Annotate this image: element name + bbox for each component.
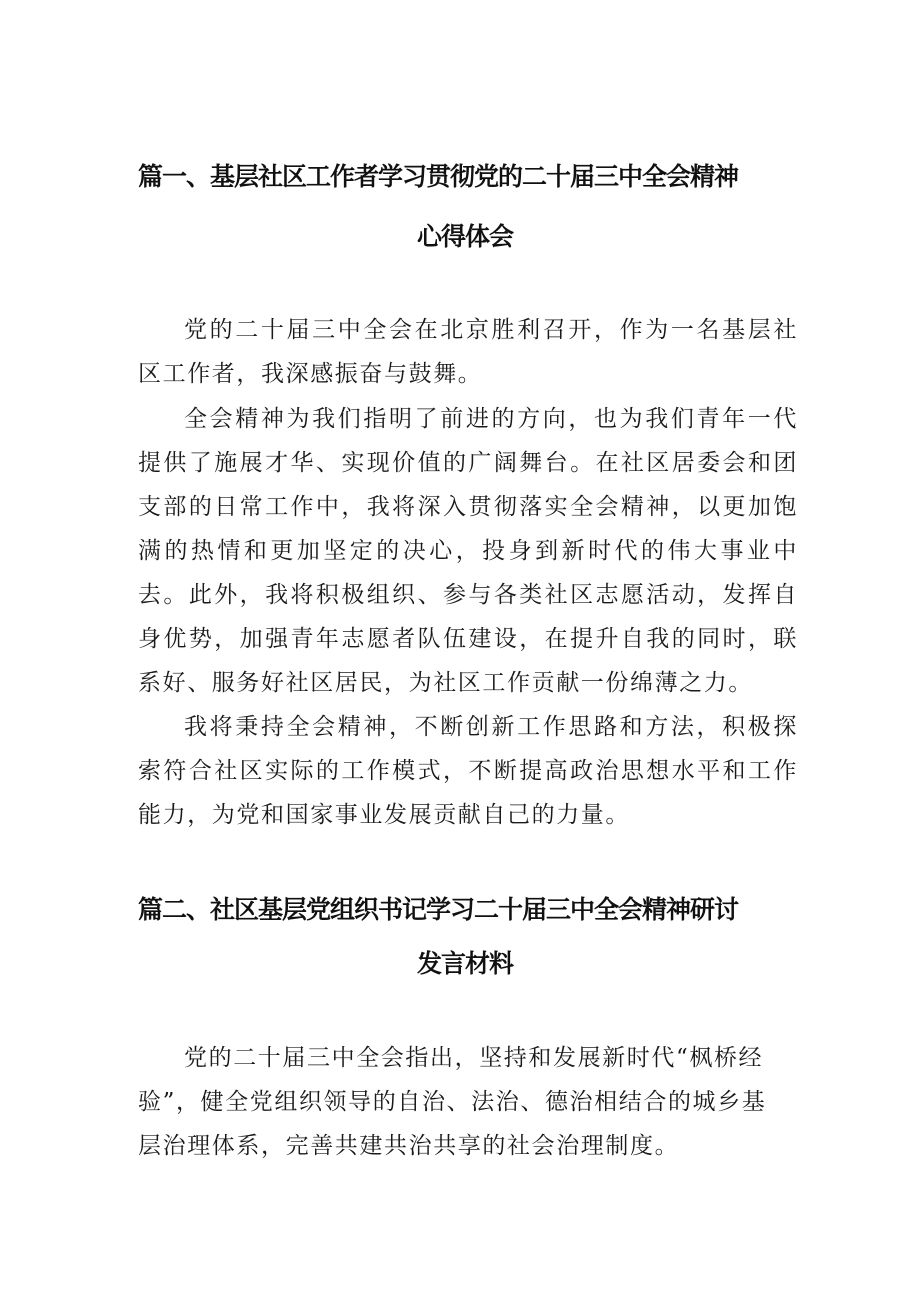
- section2-paragraph-1: 党的二十届三中全会指出，坚持和发展新时代“枫桥经验”，健全党组织领导的自治、法治、德治相结合的城乡基层治理体系，完善共建共治共享的社会治理制度。: [138, 1045, 767, 1159]
- section1-title-line1: 篇一、基层社区工作者学习贯彻党的二十届三中全会精神: [138, 162, 739, 191]
- section2-title-line1: 篇二、社区基层党组织书记学习二十届三中全会精神研讨: [138, 895, 739, 924]
- section1-paragraph-2: 全会精神为我们指明了前进的方向，也为我们青年一代提供了施展才华、实现价值的广阔舞台。在社区居委会和团支部的日常工作中，我将深入贯彻落实全会精神，以更加饱满的热情和更加坚定的决心，投身到新时代的伟大事业中去。此外，我将积极组织、参与各类社区志愿活动，发挥自身优势，加强青年志愿者队伍建设，在提升自我的同时，联系好、服务好社区居民，为社区工作贡献一份绵薄之力。: [138, 406, 798, 696]
- section1-title-line2: 心得体会: [417, 222, 514, 251]
- section1-paragraph-1: 党的二十届三中全会在北京胜利召开，作为一名基层社区工作者，我深感振奋与鼓舞。: [138, 317, 798, 387]
- section2-title-line2: 发言材料: [417, 949, 514, 978]
- section1-paragraph-3: 我将秉持全会精神，不断创新工作思路和方法，积极探索符合社区实际的工作模式，不断提高政治思想水平和工作能力，为党和国家事业发展贡献自己的力量。: [138, 714, 798, 828]
